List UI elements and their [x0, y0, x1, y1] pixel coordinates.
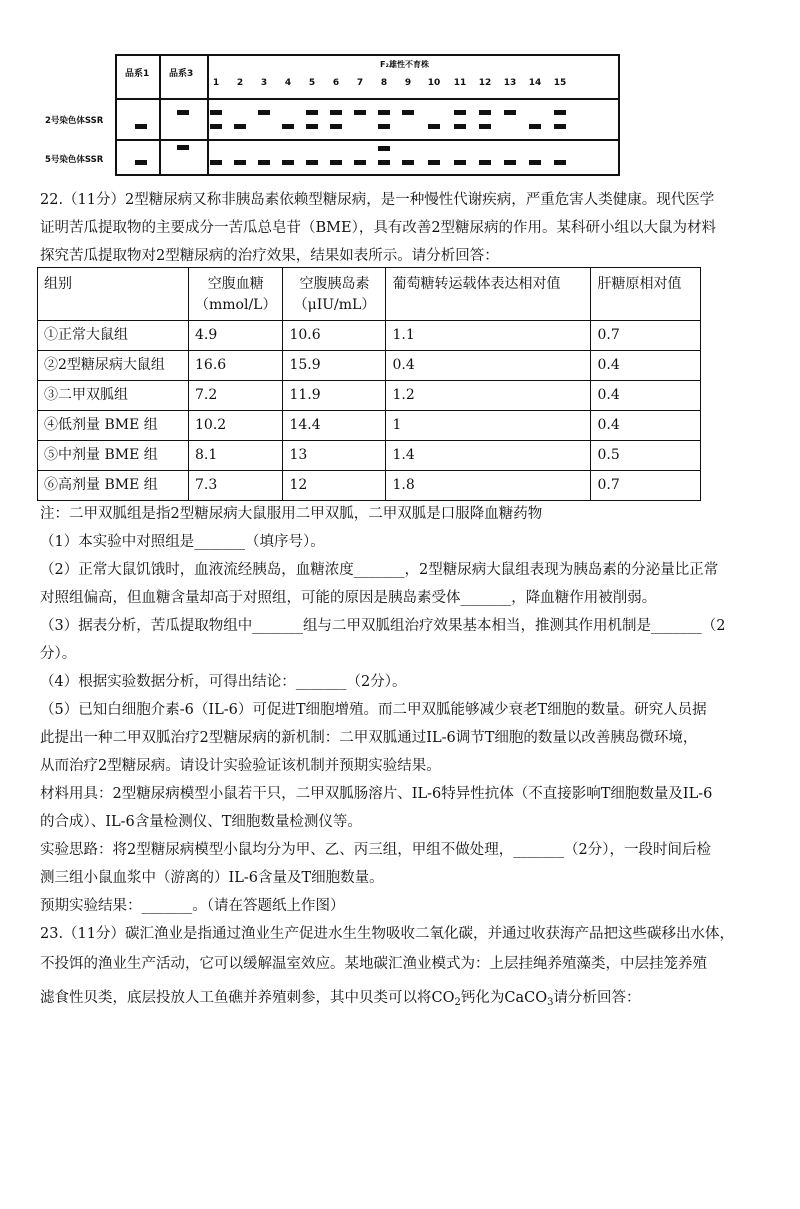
table-header-cell [386, 268, 591, 321]
gel-band [234, 160, 246, 165]
table-cell: 4.9 [189, 321, 283, 351]
gel-band [479, 110, 491, 115]
q22-sub5-line: 从而治疗2型糖尿病。请设计实验验证该机制并预期实验结果。 [40, 758, 441, 774]
table-header-cell [283, 268, 386, 321]
experiment-line: 测三组小鼠血浆中（游离的）IL-6含量及T细胞数量。 [40, 870, 384, 886]
f2-number: 1 [212, 78, 220, 88]
gel-band [554, 124, 566, 129]
gel-band [135, 124, 147, 129]
table-cell: 0.7 [591, 471, 701, 501]
gel-band [210, 160, 222, 165]
gel-band [529, 160, 541, 165]
table-header-row [38, 268, 701, 321]
gel-band [428, 160, 440, 165]
table-cell: 1.4 [386, 441, 591, 471]
gel-band [554, 110, 566, 115]
gel-row-divider [115, 139, 620, 141]
gel-band [529, 124, 541, 129]
table-cell: 1.2 [386, 381, 591, 411]
gel-band [378, 110, 390, 115]
materials-line: 材料用具：2型糖尿病模型小鼠若干只，二甲双胍肠溶片、IL-6特异性抗体（不直接影响T细胞数量及IL-6 [40, 786, 713, 802]
q22-intro-line: 探究苦瓜提取物对2型糖尿病的治疗效果，结果如表所示。请分析回答： [40, 248, 499, 264]
table-header-cell [38, 268, 189, 321]
table-cell: 0.7 [591, 321, 701, 351]
header-liver-glycogen: 肝糖原相对值 [597, 276, 682, 292]
table-cell: 0.5 [591, 441, 701, 471]
header-unit: （μIU/mL） [293, 297, 376, 313]
table-row [38, 471, 701, 501]
f2-number: 3 [260, 78, 268, 88]
row-chr2-label: 2号染色体SSR [45, 116, 104, 126]
gel-band [135, 160, 147, 165]
gel-band [330, 160, 342, 165]
header-fasting-glucose: 空腹血糖 [207, 276, 264, 292]
q22-sub4: （4）根据实验数据分析，可得出结论：_______（2分）。 [40, 674, 407, 690]
gel-band [454, 160, 466, 165]
q23-text: 滤食性贝类，底层投放人工鱼礁并养殖刺参，其中贝类可以将CO [40, 990, 455, 1006]
f2-number: 12 [478, 78, 492, 88]
table-cell: 11.9 [283, 381, 386, 411]
q22-sub3-line: 分）。 [40, 646, 77, 662]
q22-sub2-line: 对照组偏高，但血糖含量却高于对照组，可能的原因是胰岛素受体_______，降血糖作用被削弱。 [40, 590, 657, 606]
table-cell: 16.6 [189, 351, 283, 381]
header-glut-expression: 葡萄糖转运载体表达相对值 [392, 276, 561, 292]
gel-band [210, 110, 222, 115]
q23-text: 钙化为CaCO [460, 990, 548, 1006]
table-cell: 1 [386, 411, 591, 441]
gel-band [282, 160, 294, 165]
table-cell: 0.4 [386, 351, 591, 381]
row-chr5-label: 5号染色体SSR [45, 155, 104, 165]
q22-intro-line: 证明苦瓜提取物的主要成分一苦瓜总皂苷（BME），具有改善2型糖尿病的作用。某科研小组以大鼠为材料 [40, 220, 717, 236]
q23-line: 23.（11分）碳汇渔业是指通过渔业生产促进水生生物吸收二氧化碳，并通过收获海产品把这些碳移出水体， [40, 926, 735, 942]
gel-band [306, 110, 318, 115]
gel-band [378, 160, 390, 165]
table-cell: ⑥高剂量 BME 组 [38, 471, 189, 501]
col-parent3-label: 品系3 [169, 69, 194, 79]
gel-band [258, 110, 270, 115]
gel-band [402, 110, 414, 115]
f2-number: 14 [528, 78, 542, 88]
f2-number: 10 [427, 78, 441, 88]
table-cell: 8.1 [189, 441, 283, 471]
f2-number: 4 [284, 78, 292, 88]
subscript: 3 [547, 997, 554, 1008]
f2-number: 5 [308, 78, 316, 88]
gel-band [306, 160, 318, 165]
gel-band [234, 124, 246, 129]
table-cell: 0.4 [591, 351, 701, 381]
gel-band [354, 160, 366, 165]
table-cell: 7.3 [189, 471, 283, 501]
subscript: 2 [454, 997, 461, 1008]
table-cell: 0.4 [591, 411, 701, 441]
gel-band [177, 110, 189, 115]
header-fasting-insulin: 空腹胰岛素 [299, 276, 370, 292]
col-parent1-label: 品系1 [125, 69, 150, 79]
table-row [38, 381, 701, 411]
gel-band [330, 124, 342, 129]
table-cell: ①正常大鼠组 [38, 321, 189, 351]
gel-band [378, 146, 390, 151]
table-cell: 7.2 [189, 381, 283, 411]
q22-intro-line: 22.（11分）2型糖尿病又称非胰岛素依赖型糖尿病，是一种慢性代谢疾病，严重危害人类健康。现代医学 [40, 192, 715, 208]
table-header-cell [189, 268, 283, 321]
gel-band [282, 124, 294, 129]
ssr-gel-figure [45, 54, 585, 178]
q22-sub1: （1）本实验中对照组是_______（填序号）。 [40, 534, 325, 550]
q22-sub2-line: （2）正常大鼠饥饿时，血液流经胰岛，血糖浓度_______，2型糖尿病大鼠组表现为胰岛素的分泌量比正常 [40, 562, 719, 578]
f2-number: 2 [236, 78, 244, 88]
f2-number: 11 [453, 78, 467, 88]
predicted-results: 预期实验结果：_______。（请在答题纸上作图） [40, 898, 345, 914]
gel-band [504, 160, 516, 165]
gel-row-divider [115, 98, 620, 100]
table-cell: ③二甲双胍组 [38, 381, 189, 411]
table-cell: ⑤中剂量 BME 组 [38, 441, 189, 471]
gel-band [330, 110, 342, 115]
f2-number: 13 [503, 78, 517, 88]
f2-number: 9 [404, 78, 412, 88]
q23-line [40, 984, 770, 1017]
table-cell: 13 [283, 441, 386, 471]
gel-band [258, 160, 270, 165]
table-row [38, 321, 701, 351]
q23-text: 请分析回答： [553, 990, 641, 1006]
q23-line: 不投饵的渔业生产活动，它可以缓解温室效应。某地碳汇渔业模式为：上层挂绳养殖藻类，中层挂笼养殖 [40, 956, 707, 972]
q22-sub3-line: （3）据表分析，苦瓜提取物组中_______组与二甲双胍组治疗效果基本相当，推测其作用机制是_______（2 [40, 618, 726, 634]
gel-band [354, 110, 366, 115]
table-cell: 1.8 [386, 471, 591, 501]
table-cell: 12 [283, 471, 386, 501]
table-header-cell [591, 268, 701, 321]
header-group: 组别 [44, 276, 72, 292]
results-table [37, 267, 701, 501]
gel-band [378, 124, 390, 129]
experiment-line: 实验思路：将2型糖尿病模型小鼠均分为甲、乙、丙三组，甲组不做处理，_______（2分），一段时间后检 [40, 842, 711, 858]
table-cell: 10.2 [189, 411, 283, 441]
table-cell: 14.4 [283, 411, 386, 441]
gel-band [428, 124, 440, 129]
gel-band [479, 160, 491, 165]
gel-band [177, 145, 189, 150]
f2-number: 8 [380, 78, 388, 88]
header-unit: （mmol/L） [195, 297, 277, 313]
f2-title: F₂雄性不育株 [380, 60, 429, 69]
table-row [38, 411, 701, 441]
f2-number: 7 [356, 78, 364, 88]
table-cell: 1.1 [386, 321, 591, 351]
table-cell: 15.9 [283, 351, 386, 381]
gel-band [554, 160, 566, 165]
gel-band [210, 124, 222, 129]
gel-band [479, 124, 491, 129]
q22-sub5-line: 此提出一种二甲双胍治疗2型糖尿病的新机制：二甲双胍通过IL-6调节T细胞的数量以改善胰岛微环境， [40, 730, 698, 746]
table-row [38, 441, 701, 471]
table-cell: ④低剂量 BME 组 [38, 411, 189, 441]
gel-band [306, 124, 318, 129]
gel-band [504, 110, 516, 115]
f2-number: 15 [553, 78, 567, 88]
table-row [38, 351, 701, 381]
table-note: 注：二甲双胍组是指2型糖尿病大鼠服用二甲双胍，二甲双胍是口服降血糖药物 [40, 506, 543, 522]
gel-band [454, 110, 466, 115]
gel-band [402, 160, 414, 165]
table-cell: 10.6 [283, 321, 386, 351]
gel-divider [159, 54, 161, 176]
q22-sub5-line: （5）已知白细胞介素-6（IL-6）可促进T细胞增殖。而二甲双胍能够减少衰老T细胞的数量。研究人员据 [40, 702, 707, 718]
gel-divider [207, 54, 209, 176]
gel-band [454, 124, 466, 129]
table-cell: 0.4 [591, 381, 701, 411]
materials-line: 的合成）、IL-6含量检测仪、T细胞数量检测仪等。 [40, 814, 362, 830]
f2-number: 6 [332, 78, 340, 88]
table-cell: ②2型糖尿病大鼠组 [38, 351, 189, 381]
